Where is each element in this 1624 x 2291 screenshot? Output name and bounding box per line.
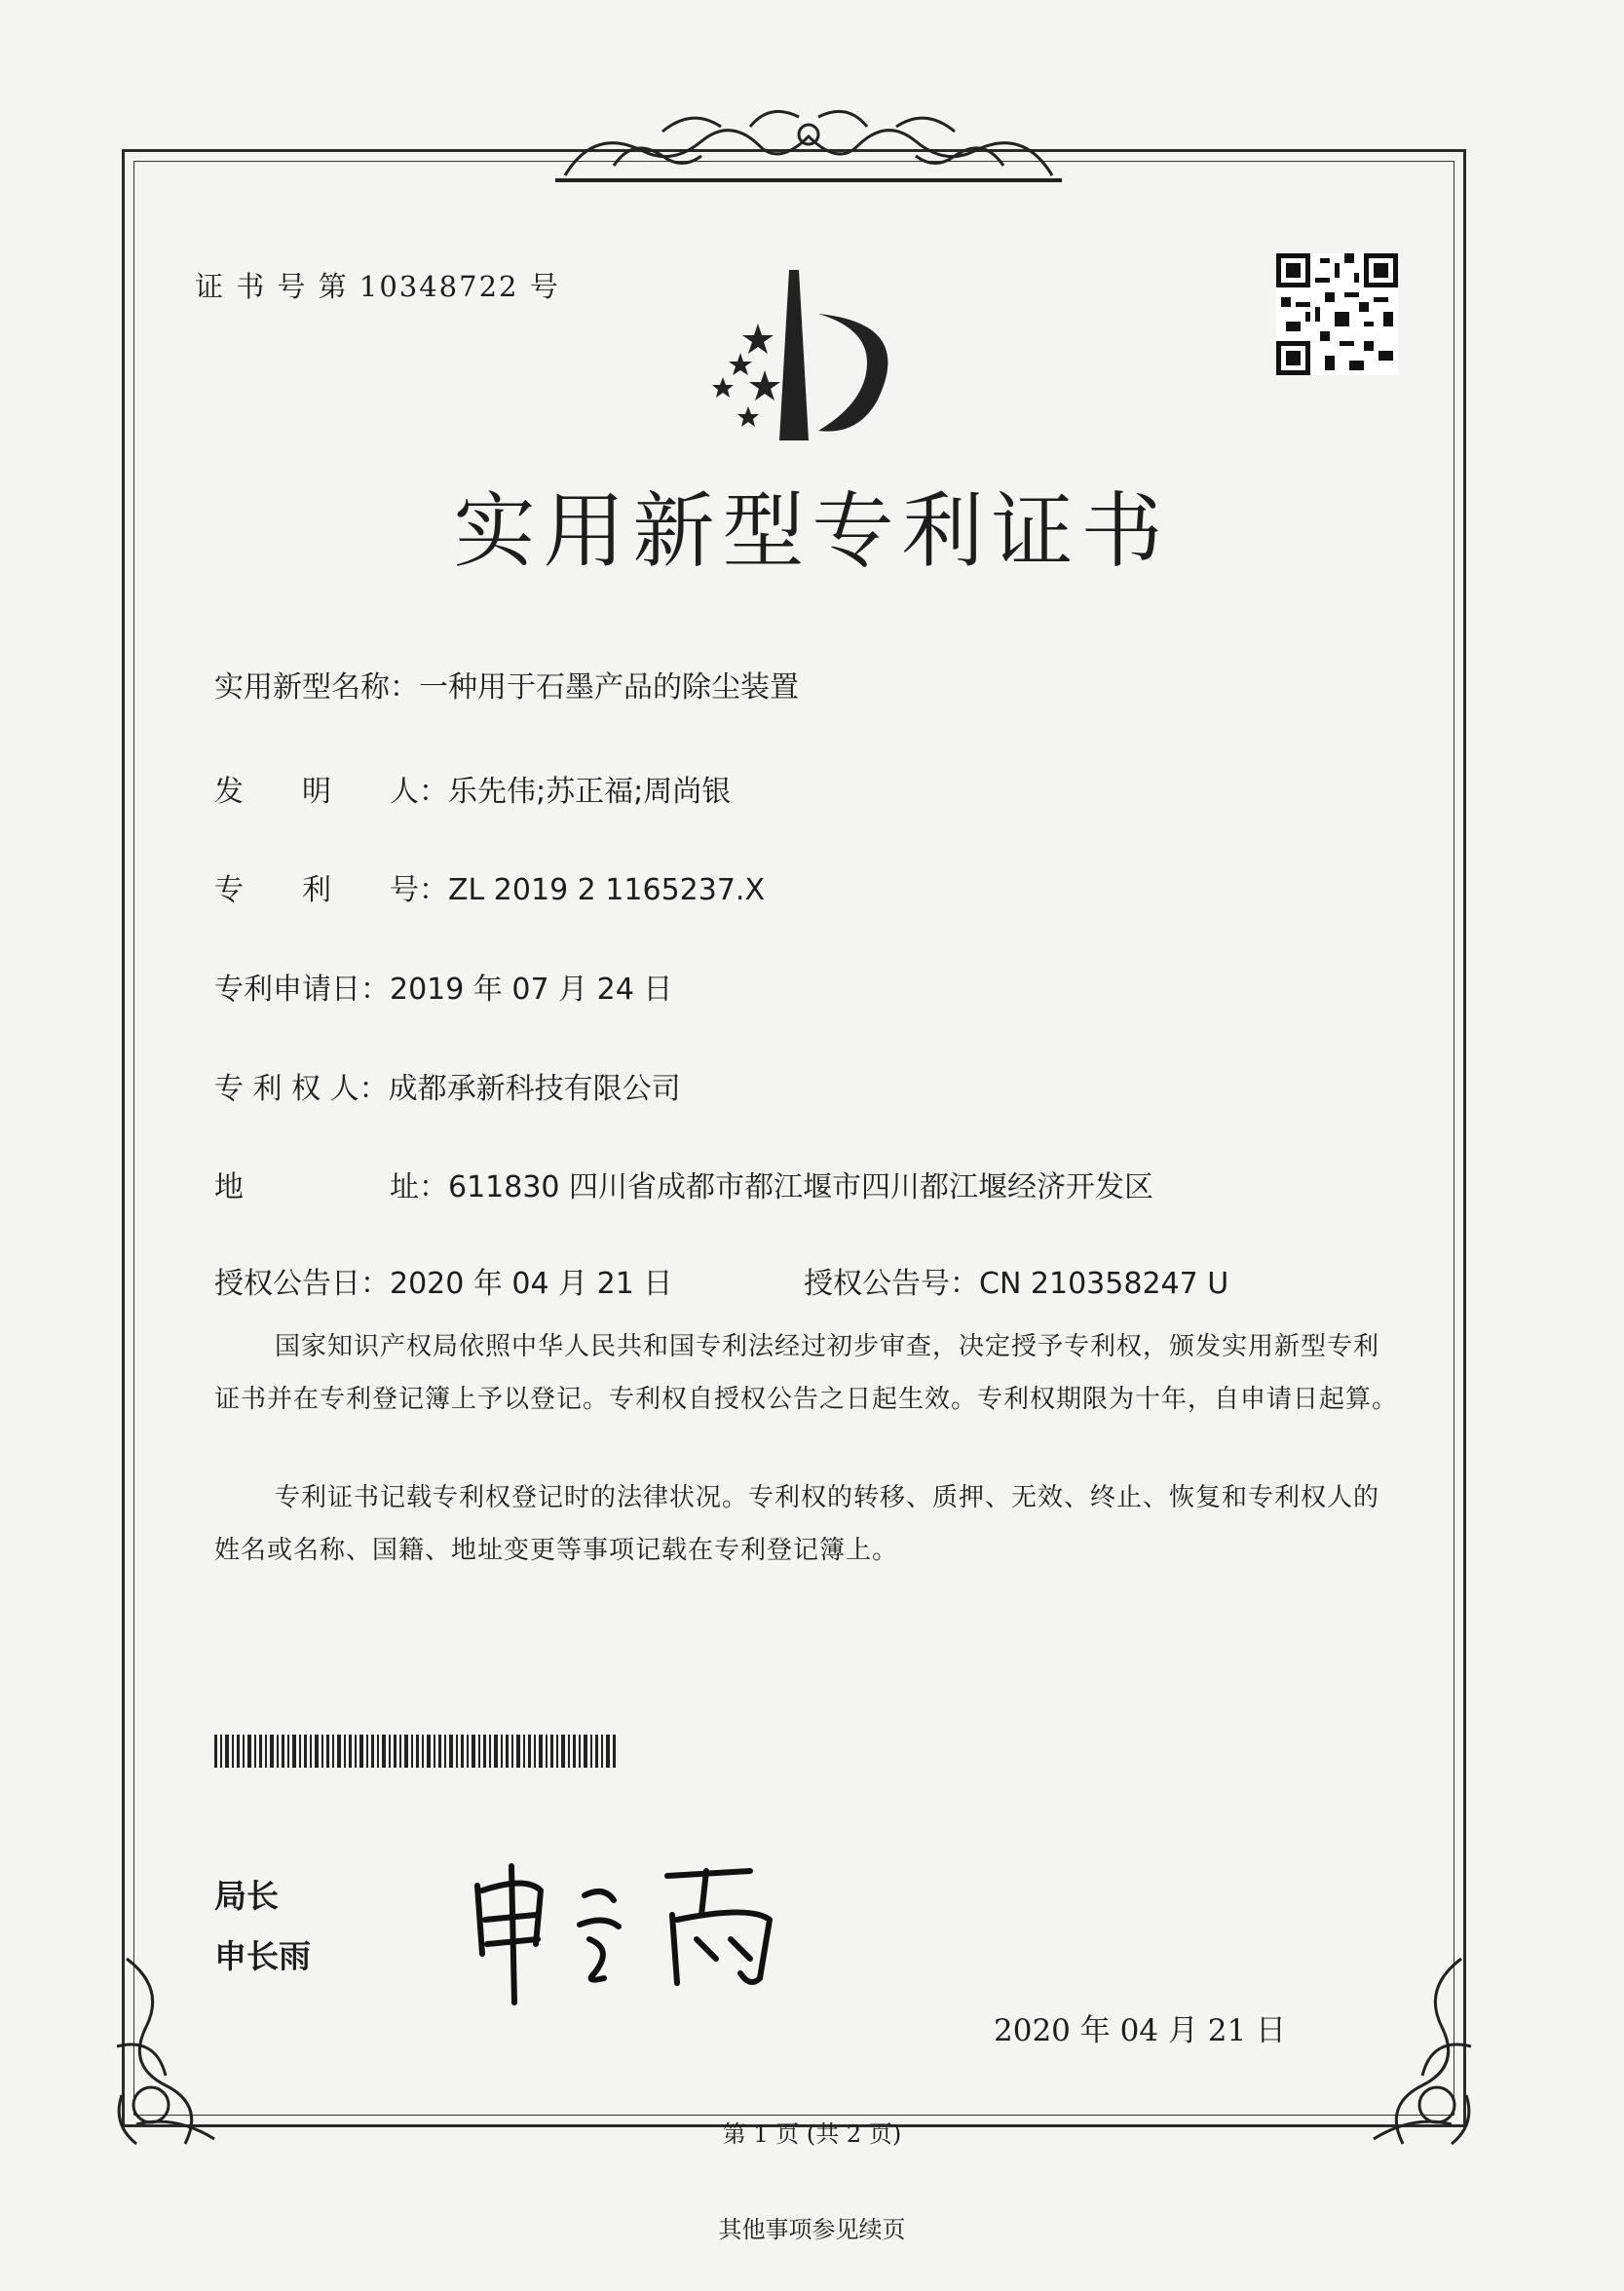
director-title: 局长 <box>214 1877 279 1915</box>
field-filing-date-label: 专利申请日： <box>214 973 390 1007</box>
handwritten-signature <box>458 1847 818 2012</box>
top-ornament-icon <box>555 97 1062 190</box>
body-paragraph-1: 国家知识产权局依照中华人民共和国专利法经过初步审查，决定授予专利权，颁发实用新型专利证书并在专利登记簿上予以登记。专利权自授权公告之日起生效。专利权期限为十年，自申请日起算。 <box>214 1332 1399 1414</box>
certificate-number-prefix: 证 书 号 第 <box>195 270 349 303</box>
field-address <box>214 1163 1153 1205</box>
cnipa-emblem-icon <box>672 255 916 460</box>
field-patentee-label: 专 利 权 人： <box>214 1072 389 1106</box>
field-model-name-label: 实用新型名称： <box>214 670 419 705</box>
certificate-number-suffix: 号 <box>529 270 560 303</box>
issue-date: 2020 年 04 月 21 日 <box>994 2013 1287 2048</box>
certificate-title: 实用新型专利证书 <box>453 483 1171 579</box>
field-inventors-value: 乐先伟;苏正福;周尚银 <box>448 775 732 809</box>
field-filing-date-value: 2019 年 07 月 24 日 <box>390 973 673 1007</box>
barcode-icon <box>214 1735 619 1768</box>
field-patentee-value: 成都承新科技有限公司 <box>388 1072 681 1106</box>
field-inventors <box>214 767 731 810</box>
field-patentee <box>214 1064 681 1107</box>
field-grant-date-value: 2020 年 04 月 21 日 <box>390 1267 673 1301</box>
field-patent-no <box>214 865 765 908</box>
field-patent-no-label: 专 利 号： <box>214 873 448 907</box>
field-grant-date <box>214 1259 672 1302</box>
field-grant-no-value: CN 210358247 U <box>979 1267 1229 1301</box>
field-inventors-label: 发 明 人： <box>214 775 448 809</box>
field-grant-no <box>804 1259 1228 1302</box>
field-model-name <box>214 663 799 706</box>
qr-code-icon <box>1276 253 1398 375</box>
certificate-number <box>195 265 560 305</box>
field-address-value: 611830 四川省成都市都江堰市四川都江堰经济开发区 <box>448 1170 1154 1204</box>
field-grant-no-label: 授权公告号： <box>804 1267 979 1301</box>
field-patent-no-value: ZL 2019 2 1165237.X <box>448 873 766 907</box>
field-address-label: 地 址： <box>214 1170 448 1204</box>
field-filing-date <box>214 965 672 1008</box>
director-name: 申长雨 <box>214 1937 311 1975</box>
continued-note: 其他事项参见续页 <box>718 2216 906 2243</box>
body-paragraph-2: 专利证书记载专利权登记时的法律状况。专利权的转移、质押、无效、终止、恢复和专利权人的姓名或名称、国籍、地址变更等事项记载在专利登记簿上。 <box>214 1483 1380 1565</box>
page-indicator: 第 1 页 (共 2 页) <box>722 2120 902 2148</box>
field-grant-date-label: 授权公告日： <box>214 1267 390 1301</box>
certificate-number-value: 10348722 <box>359 270 519 303</box>
field-model-name-value: 一种用于石墨产品的除尘装置 <box>419 670 799 705</box>
